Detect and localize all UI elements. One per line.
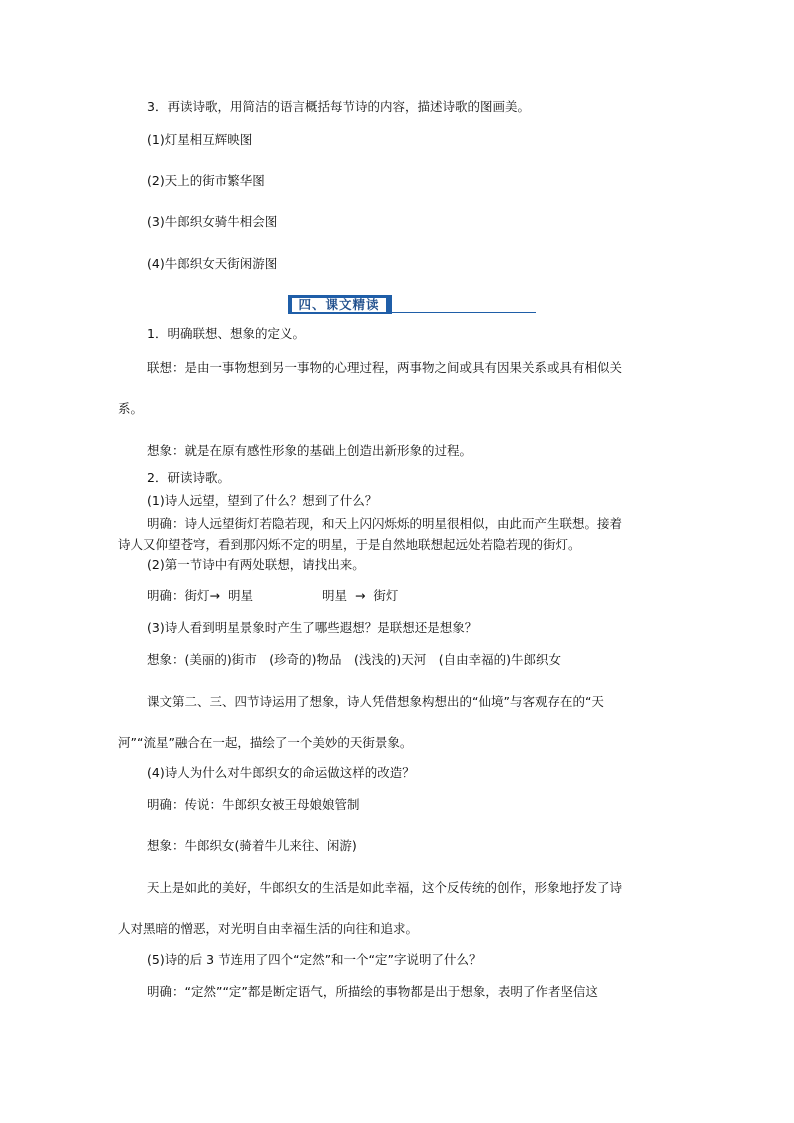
q3-item-3: (3)牛郎织女骑牛相会图 <box>147 214 278 229</box>
section-header <box>288 295 536 315</box>
answer-5-line1: 明确：“定然”“定”都是断定语气，所描绘的事物都是出于想象，表明了作者坚信这 <box>147 984 598 999</box>
arrow-icon: → <box>354 588 366 603</box>
association-1-to: 明星 <box>227 588 253 603</box>
question-2: (2)第一节诗中有两处联想，请找出来。 <box>147 557 365 572</box>
paragraph-4-line1: 天上是如此的美好，牛郎织女的生活是如此幸福，这个反传统的创作，形象地抒发了诗 <box>147 880 623 895</box>
q3-item-2: (2)天上的街市繁华图 <box>147 173 265 188</box>
section-tag <box>288 295 392 314</box>
paragraph-4-line2: 人对黑暗的憎恶，对光明自由幸福生活的向往和追求。 <box>118 921 419 936</box>
question-3: (3)诗人看到明星景象时产生了哪些遐想？是联想还是想象？ <box>147 620 478 635</box>
answer-2-second <box>322 588 398 604</box>
xiangxiang-def: 想象：就是在原有感性形象的基础上创造出新形象的过程。 <box>147 443 473 458</box>
association-1-from: 街灯 <box>184 588 210 603</box>
paragraph-3-line2: 河”“流星”融合在一起，描绘了一个美妙的天街景象。 <box>118 735 413 750</box>
p1-heading: 1．明确联想、想象的定义。 <box>147 326 305 341</box>
answer-4-line2: 想象：牛郎织女(骑着牛儿来往、闲游) <box>147 838 357 853</box>
answer-2-label: 明确： <box>147 588 185 603</box>
q3-item-1: (1)灯星相互辉映图 <box>147 132 253 147</box>
answer-2 <box>147 588 253 604</box>
arrow-icon: → <box>209 588 221 603</box>
p2-heading: 2．研读诗歌。 <box>147 470 230 485</box>
question-1: (1)诗人远望，望到了什么？想到了什么？ <box>147 493 378 508</box>
lianxiang-def-line2: 系。 <box>118 401 144 416</box>
question-5: (5)诗的后 3 节连用了四个“定然”和一个“定”字说明了什么？ <box>147 952 482 967</box>
association-2-from: 明星 <box>322 588 348 603</box>
answer-3: 想象：(美丽的)街市 (珍奇的)物品 (浅浅的)天河 (自由幸福的)牛郎织女 <box>147 652 562 667</box>
answer-1-line2: 诗人又仰望苍穹，看到那闪烁不定的明星，于是自然地联想起远处若隐若现的街灯。 <box>118 537 581 552</box>
section-title: 四、课文精读 <box>292 298 386 312</box>
association-2-to: 街灯 <box>373 588 399 603</box>
q3-item-4: (4)牛郎织女天街闲游图 <box>147 256 278 271</box>
question-4: (4)诗人为什么对牛郎织女的命运做这样的改造？ <box>147 765 415 780</box>
q3-prompt: 3．再读诗歌，用简洁的语言概括每节诗的内容，描述诗歌的图画美。 <box>147 99 530 114</box>
answer-4-line1: 明确：传说：牛郎织女被王母娘娘管制 <box>147 797 360 812</box>
answer-1-line1: 明确：诗人远望街灯若隐若现，和天上闪闪烁烁的明星很相似，由此而产生联想。接着 <box>147 516 623 531</box>
lianxiang-def-line1: 联想：是由一事物想到另一事物的心理过程，两事物之间或具有因果关系或具有相似关 <box>147 360 623 375</box>
paragraph-3-line1: 课文第二、三、四节诗运用了想象，诗人凭借想象构想出的“仙境”与客观存在的“天 <box>147 694 604 709</box>
section-underline <box>392 312 536 313</box>
